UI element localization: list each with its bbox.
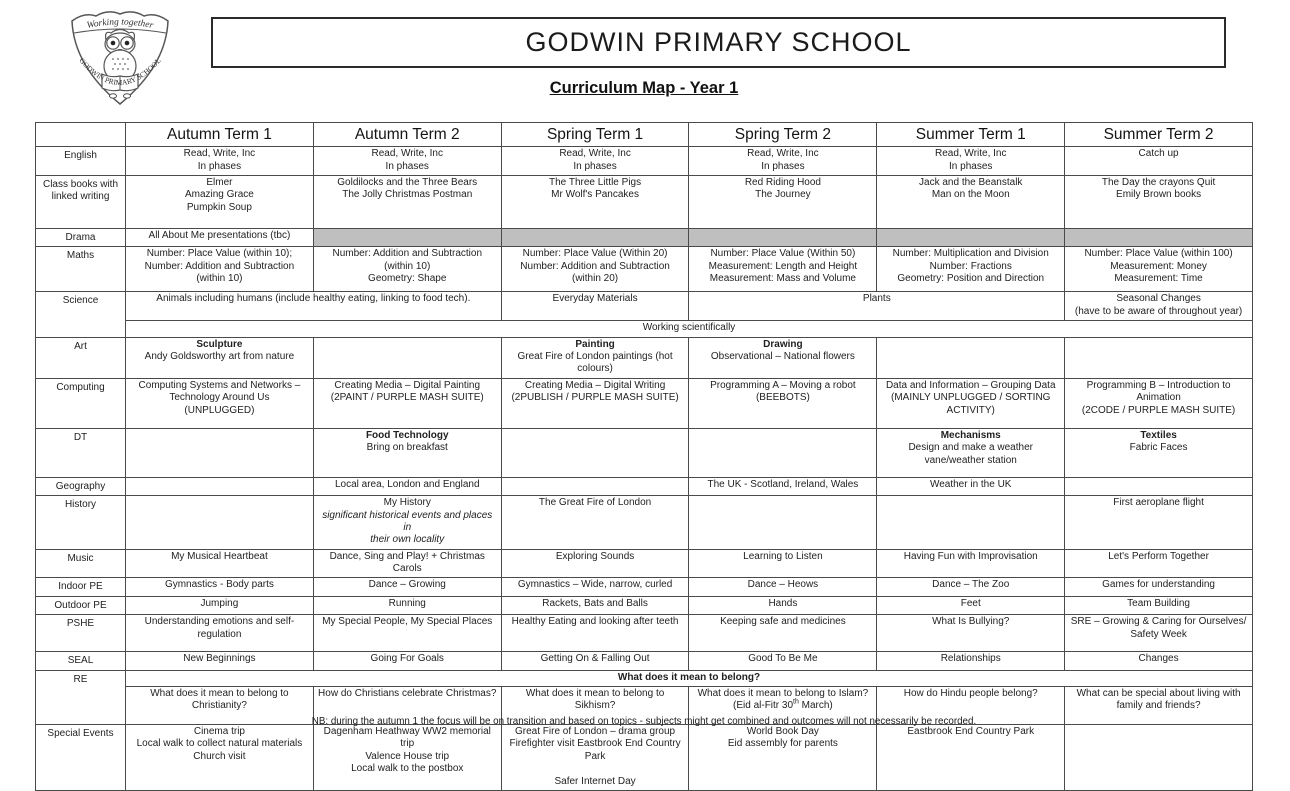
cell: Red Riding Hood The Journey: [689, 176, 877, 229]
row-label-science: Science: [36, 292, 126, 337]
cell: [126, 477, 314, 495]
cell: Learning to Listen: [689, 549, 877, 578]
cell: Drawing Observational – National flowers: [689, 337, 877, 378]
cell: Elmer Amazing Grace Pumpkin Soup: [126, 176, 314, 229]
cell: Catch up: [1065, 147, 1253, 176]
cell: Working scientifically: [126, 321, 1253, 337]
row-label-outdoor-pe: Outdoor PE: [36, 596, 126, 614]
row-label-art: Art: [36, 337, 126, 378]
crest-school-name: GODWIN PRIMARY SCHOOL: [77, 56, 163, 88]
cell: Read, Write, Inc In phases: [877, 147, 1065, 176]
row-class-books: [36, 176, 1253, 229]
row-drama: [36, 229, 1253, 247]
cell: Animals including humans (include healthy eating, linking to food tech).: [126, 292, 502, 321]
table-body: [36, 147, 1253, 791]
row-label-music: Music: [36, 549, 126, 578]
row-re-heading: [36, 670, 1253, 686]
cell: Number: Addition and Subtraction (within 10) Geometry: Shape: [313, 247, 501, 292]
cell: Read, Write, Inc In phases: [689, 147, 877, 176]
cell: What does it mean to belong to Sikhism?: [501, 687, 689, 725]
cell: Jumping: [126, 596, 314, 614]
cell: How do Hindu people belong?: [877, 687, 1065, 725]
cell: What Is Bullying?: [877, 615, 1065, 652]
row-label-class-books: Class books with linked writing: [36, 176, 126, 229]
cell: What does it mean to belong to Christianity?: [126, 687, 314, 725]
cell: All About Me presentations (tbc): [126, 229, 314, 247]
cell: Number: Place Value (Within 50) Measurement: Length and Height Measurement: Mass and Volume: [689, 247, 877, 292]
cell: Number: Place Value (within 10); Number: Addition and Subtraction (within 10): [126, 247, 314, 292]
cell: [689, 428, 877, 477]
cell: [501, 428, 689, 477]
row-outdoor-pe: [36, 596, 1253, 614]
cell: Creating Media – Digital Painting (2PAINT / PURPLE MASH SUITE): [313, 378, 501, 428]
page-title: GODWIN PRIMARY SCHOOL: [525, 27, 912, 57]
row-label-re-heading: RE: [36, 670, 126, 724]
cell: Getting On & Falling Out: [501, 652, 689, 670]
row-computing: [36, 378, 1253, 428]
column-header: Spring Term 1: [501, 123, 689, 147]
curriculum-table-wrap: [35, 122, 1253, 791]
cell: Goldilocks and the Three Bears The Jolly Christmas Postman: [313, 176, 501, 229]
cell: [313, 229, 501, 247]
cell: Dance – The Zoo: [877, 578, 1065, 596]
row-art: [36, 337, 1253, 378]
row-label-english: English: [36, 147, 126, 176]
row-label-geography: Geography: [36, 477, 126, 495]
cell: Number: Place Value (within 100) Measurement: Money Measurement: Time: [1065, 247, 1253, 292]
row-label-dt: DT: [36, 428, 126, 477]
cell: Everyday Materials: [501, 292, 689, 321]
cell: [877, 229, 1065, 247]
cell: Healthy Eating and looking after teeth: [501, 615, 689, 652]
cell: Local area, London and England: [313, 477, 501, 495]
cell: Dance, Sing and Play! + Christmas Carols: [313, 549, 501, 578]
cell: [126, 496, 314, 550]
cell: Plants: [689, 292, 1065, 321]
cell: Gymnastics - Body parts: [126, 578, 314, 596]
cell: [1065, 477, 1253, 495]
cell: What does it mean to belong?: [126, 670, 1253, 686]
cell: Gymnastics – Wide, narrow, curled: [501, 578, 689, 596]
cell: Weather in the UK: [877, 477, 1065, 495]
cell: My Musical Heartbeat: [126, 549, 314, 578]
cell: Great Fire of London – drama group Firefighter visit Eastbrook End Country Park Safer Internet Day: [501, 725, 689, 791]
cell: Eastbrook End Country Park: [877, 725, 1065, 791]
cell: [1065, 725, 1253, 791]
cell: Mechanisms Design and make a weather vane/weather station: [877, 428, 1065, 477]
banner-text: Working together: [85, 17, 155, 32]
cell: Feet: [877, 596, 1065, 614]
curriculum-table: [35, 122, 1253, 791]
cell: [1065, 229, 1253, 247]
cell: New Beginnings: [126, 652, 314, 670]
cell: First aeroplane flight: [1065, 496, 1253, 550]
cell: My Special People, My Special Places: [313, 615, 501, 652]
cell: Dagenham Heathway WW2 memorial trip Valence House trip Local walk to the postbox: [313, 725, 501, 791]
row-history: [36, 496, 1253, 550]
row-geography: [36, 477, 1253, 495]
row-music: [36, 549, 1253, 578]
cell: My History significant historical events and places in their own locality: [313, 496, 501, 550]
cell: Food Technology Bring on breakfast: [313, 428, 501, 477]
cell: SRE – Growing & Caring for Ourselves/ Safety Week: [1065, 615, 1253, 652]
cell: Number: Place Value (Within 20) Number: Addition and Subtraction (within 20): [501, 247, 689, 292]
row-seal: [36, 652, 1253, 670]
cell: Programming A – Moving a robot (BEEBOTS): [689, 378, 877, 428]
column-header: Autumn Term 1: [126, 123, 314, 147]
cell: The Three Little Pigs Mr Wolf's Pancakes: [501, 176, 689, 229]
cell: Let's Perform Together: [1065, 549, 1253, 578]
cell: Number: Multiplication and Division Number: Fractions Geometry: Position and Direction: [877, 247, 1065, 292]
header-row: [36, 123, 1253, 147]
cell: [501, 229, 689, 247]
cell: World Book Day Eid assembly for parents: [689, 725, 877, 791]
cell: [689, 229, 877, 247]
column-header: Summer Term 1: [877, 123, 1065, 147]
cell: The Great Fire of London: [501, 496, 689, 550]
cell: Hands: [689, 596, 877, 614]
row-label-maths: Maths: [36, 247, 126, 292]
column-header: Spring Term 2: [689, 123, 877, 147]
cell: What does it mean to belong to Islam? (Eid al-Fitr 30th March): [689, 687, 877, 725]
cell: The Day the crayons Quit Emily Brown books: [1065, 176, 1253, 229]
cell: Read, Write, Inc In phases: [501, 147, 689, 176]
row-label-seal: SEAL: [36, 652, 126, 670]
footnote: NB: during the autumn 1 the focus will be on transition and based on topics - subjects might get combined and outcomes will not necessarily be recorded.: [311, 716, 977, 727]
page-subtitle: Curriculum Map - Year 1: [549, 79, 739, 97]
row-english: [36, 147, 1253, 176]
title-box: [211, 17, 1226, 68]
cell: Jack and the Beanstalk Man on the Moon: [877, 176, 1065, 229]
cell: What can be special about living with family and friends?: [1065, 687, 1253, 725]
cell: Computing Systems and Networks – Technology Around Us (UNPLUGGED): [126, 378, 314, 428]
cell: [877, 337, 1065, 378]
row-indoor-pe: [36, 578, 1253, 596]
cell: Creating Media – Digital Writing (2PUBLISH / PURPLE MASH SUITE): [501, 378, 689, 428]
cell: [877, 496, 1065, 550]
cell: Rackets, Bats and Balls: [501, 596, 689, 614]
cell: [126, 428, 314, 477]
cell: Read, Write, Inc In phases: [313, 147, 501, 176]
cell: [1065, 337, 1253, 378]
corner-cell: [36, 123, 126, 147]
cell: Good To Be Me: [689, 652, 877, 670]
cell: Going For Goals: [313, 652, 501, 670]
cell: The UK - Scotland, Ireland, Wales: [689, 477, 877, 495]
cell: Data and Information – Grouping Data (MAINLY UNPLUGGED / SORTING ACTIVITY): [877, 378, 1065, 428]
cell: Read, Write, Inc In phases: [126, 147, 314, 176]
cell: Changes: [1065, 652, 1253, 670]
column-header: Summer Term 2: [1065, 123, 1253, 147]
row-special-events: [36, 725, 1253, 791]
row-label-pshe: PSHE: [36, 615, 126, 652]
cell: Dance – Heows: [689, 578, 877, 596]
cell: Understanding emotions and self- regulation: [126, 615, 314, 652]
cell: Programming B – Introduction to Animation (2CODE / PURPLE MASH SUITE): [1065, 378, 1253, 428]
cell: Team Building: [1065, 596, 1253, 614]
row-pshe: [36, 615, 1253, 652]
cell: [501, 477, 689, 495]
cell: Painting Great Fire of London paintings (hot colours): [501, 337, 689, 378]
cell: Cinema trip Local walk to collect natural materials Church visit: [126, 725, 314, 791]
column-header: Autumn Term 2: [313, 123, 501, 147]
row-label-special-events: Special Events: [36, 725, 126, 791]
row-label-history: History: [36, 496, 126, 550]
cell: [689, 496, 877, 550]
cell: Games for understanding: [1065, 578, 1253, 596]
cell: Exploring Sounds: [501, 549, 689, 578]
cell: Having Fun with Improvisation: [877, 549, 1065, 578]
cell: Seasonal Changes (have to be aware of throughout year): [1065, 292, 1253, 321]
row-label-computing: Computing: [36, 378, 126, 428]
row-dt: [36, 428, 1253, 477]
cell: Running: [313, 596, 501, 614]
cell: Relationships: [877, 652, 1065, 670]
cell: Textiles Fabric Faces: [1065, 428, 1253, 477]
row-science: [36, 292, 1253, 321]
row-working-scientifically: [36, 321, 1253, 337]
cell: Sculpture Andy Goldsworthy art from nature: [126, 337, 314, 378]
row-label-indoor-pe: Indoor PE: [36, 578, 126, 596]
cell: How do Christians celebrate Christmas?: [313, 687, 501, 725]
row-maths: [36, 247, 1253, 292]
cell: Dance – Growing: [313, 578, 501, 596]
cell: Keeping safe and medicines: [689, 615, 877, 652]
row-label-drama: Drama: [36, 229, 126, 247]
cell: [313, 337, 501, 378]
